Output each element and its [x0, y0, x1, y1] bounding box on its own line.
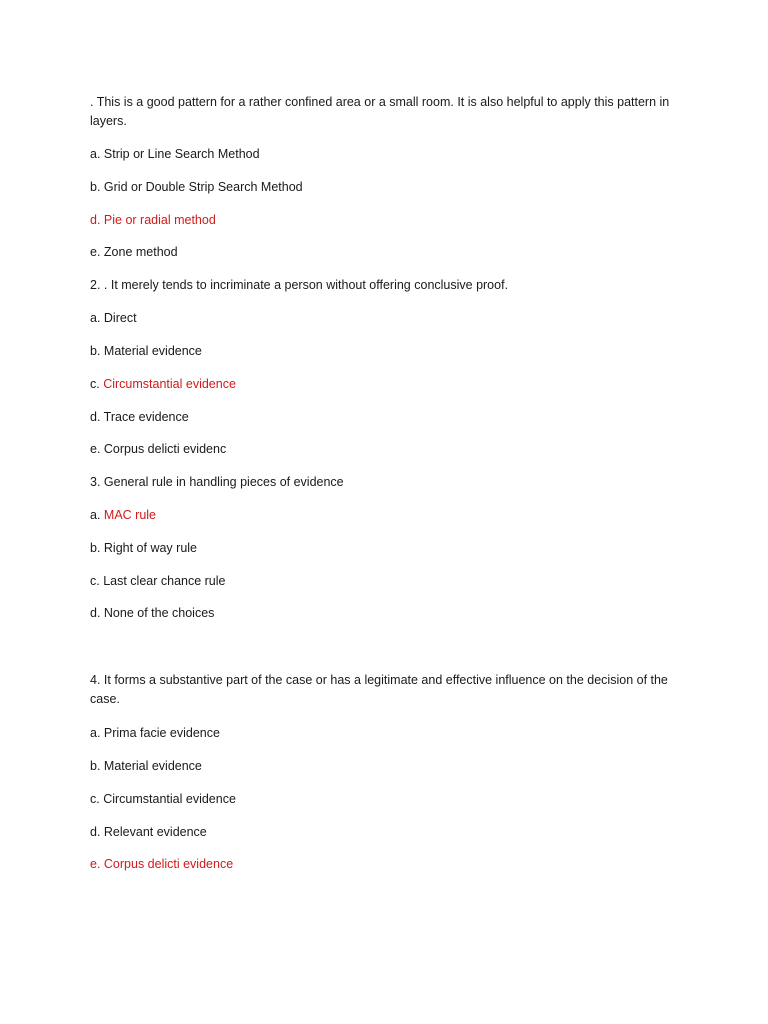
- option-text: Direct: [103, 311, 137, 325]
- option-prefix: c.: [90, 574, 104, 588]
- q1-option-d-answer: [90, 211, 680, 230]
- option-text: Trace evidence: [103, 410, 189, 424]
- question-1-text: . This is a good pattern for a rather confined area or a small room. It is also helpful to apply this pattern in layers.: [90, 95, 670, 128]
- q3-option-d: [90, 604, 680, 623]
- question-2-text: 2. . It merely tends to incriminate a person without offering conclusive proof.: [90, 278, 509, 292]
- option-prefix: d.: [90, 606, 104, 620]
- option-text: Material evidence: [103, 344, 202, 358]
- q2-option-d: [90, 408, 680, 427]
- option-prefix: e.: [90, 245, 104, 259]
- option-prefix: b.: [90, 180, 104, 194]
- option-text: Right of way rule: [103, 541, 198, 555]
- q1-option-a: [90, 145, 680, 164]
- option-prefix: e.: [90, 442, 104, 456]
- q1-option-e: [90, 243, 680, 262]
- q3-option-c: [90, 572, 680, 591]
- q4-option-a: [90, 724, 680, 743]
- option-prefix: a.: [90, 508, 104, 522]
- q2-option-a: [90, 309, 680, 328]
- option-prefix: c.: [90, 377, 104, 391]
- option-text: Last clear chance rule: [103, 574, 226, 588]
- option-prefix: d.: [90, 410, 104, 424]
- option-prefix: a.: [90, 726, 104, 740]
- q4-option-e-answer: [90, 855, 680, 874]
- option-text: Circumstantial evidence: [103, 377, 236, 391]
- question-3-text: 3. General rule in handling pieces of evidence: [90, 475, 344, 489]
- option-text: Strip or Line Search Method: [103, 147, 260, 161]
- option-text: None of the choices: [103, 606, 215, 620]
- option-prefix: b.: [90, 759, 104, 773]
- option-text: Relevant evidence: [103, 825, 207, 839]
- option-prefix: b.: [90, 344, 104, 358]
- option-prefix: a.: [90, 311, 104, 325]
- option-text: Grid or Double Strip Search Method: [103, 180, 303, 194]
- option-text: Circumstantial evidence: [103, 792, 236, 806]
- option-prefix: e.: [90, 857, 104, 871]
- option-text: Corpus delicti evidence: [103, 857, 234, 871]
- option-text: Prima facie evidence: [103, 726, 220, 740]
- option-text: Material evidence: [103, 759, 202, 773]
- option-text: Zone method: [103, 245, 178, 259]
- q3-option-a-answer: [90, 506, 680, 525]
- q3-option-b: [90, 539, 680, 558]
- q2-option-b: [90, 342, 680, 361]
- option-text: Corpus delicti evidenc: [103, 442, 227, 456]
- q4-option-d: [90, 823, 680, 842]
- option-prefix: d.: [90, 213, 104, 227]
- q1-option-b: [90, 178, 680, 197]
- option-prefix: a.: [90, 147, 104, 161]
- q2-option-c-answer: [90, 375, 680, 394]
- question-4-text: 4. It forms a substantive part of the case or has a legitimate and effective influence on the decision of the case.: [90, 673, 668, 706]
- option-prefix: c.: [90, 792, 104, 806]
- q4-option-b: [90, 757, 680, 776]
- option-prefix: b.: [90, 541, 104, 555]
- option-text: Pie or radial method: [103, 213, 216, 227]
- option-text: MAC rule: [103, 508, 156, 522]
- q2-option-e: [90, 440, 680, 459]
- option-prefix: d.: [90, 825, 104, 839]
- q4-option-c: [90, 790, 680, 809]
